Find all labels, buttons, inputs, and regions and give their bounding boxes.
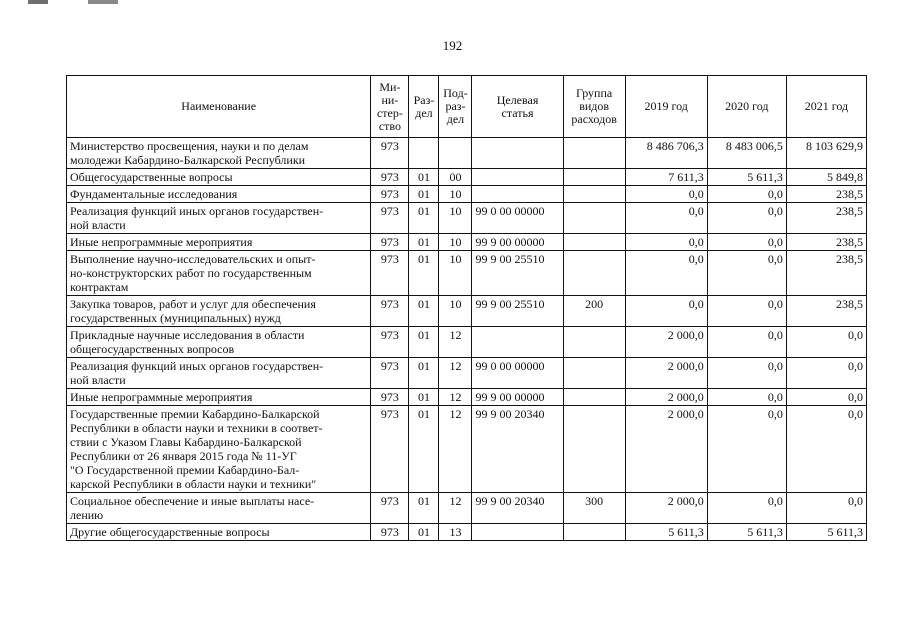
cell-2021: 0,0 — [786, 327, 866, 358]
cell-razdel: 01 — [409, 327, 439, 358]
table-row — [67, 296, 867, 327]
cell-2019: 2 000,0 — [625, 358, 707, 389]
cell-2020: 0,0 — [707, 327, 786, 358]
cell-ministry: 973 — [371, 493, 409, 524]
cell-name: Другие общегосударственные вопросы — [67, 524, 371, 541]
table-row — [67, 186, 867, 203]
header-ministry: Ми- ни- стер- ство — [371, 76, 409, 138]
cell-2021: 0,0 — [786, 389, 866, 406]
cell-target-article — [472, 186, 563, 203]
cell-2019: 7 611,3 — [625, 169, 707, 186]
cell-name: Государственные премии Кабардино-Балкарской Республики в области науки и техники в соответ- ствии с Указом Главы Кабардино-Балкарской Республики от 26 января 2015 года № 11-УГ "О Государственной премии Кабардино-Бал- карской Республики в области науки и техники" — [67, 406, 371, 493]
cell-2021: 5 849,8 — [786, 169, 866, 186]
cell-razdel: 01 — [409, 358, 439, 389]
cell-podrazdel: 00 — [439, 169, 472, 186]
cell-podrazdel: 12 — [439, 327, 472, 358]
cell-expense-group — [563, 251, 625, 296]
cell-name: Министерство просвещения, науки и по делам молодежи Кабардино-Балкарской Республики — [67, 138, 371, 169]
cell-expense-group: 300 — [563, 493, 625, 524]
cell-2020: 0,0 — [707, 234, 786, 251]
cell-2019: 8 486 706,3 — [625, 138, 707, 169]
cell-2020: 8 483 006,5 — [707, 138, 786, 169]
cell-podrazdel: 13 — [439, 524, 472, 541]
cell-target-article — [472, 138, 563, 169]
cell-2021: 238,5 — [786, 251, 866, 296]
table-header-row — [67, 76, 867, 138]
cell-expense-group — [563, 327, 625, 358]
table-row — [67, 524, 867, 541]
header-year-2021: 2021 год — [786, 76, 866, 138]
table-row — [67, 493, 867, 524]
cell-2020: 5 611,3 — [707, 169, 786, 186]
cell-2019: 2 000,0 — [625, 389, 707, 406]
cell-2020: 0,0 — [707, 296, 786, 327]
table-row — [67, 406, 867, 493]
cell-2019: 2 000,0 — [625, 406, 707, 493]
table-row — [67, 138, 867, 169]
cell-2021: 8 103 629,9 — [786, 138, 866, 169]
cell-target-article: 99 9 00 00000 — [472, 234, 563, 251]
cell-2020: 0,0 — [707, 493, 786, 524]
header-target-article: Целевая статья — [472, 76, 563, 138]
cell-podrazdel: 10 — [439, 234, 472, 251]
cell-name: Иные непрограммные мероприятия — [67, 389, 371, 406]
cell-name: Реализация функций иных органов государствен- ной власти — [67, 203, 371, 234]
cell-podrazdel: 12 — [439, 389, 472, 406]
cell-podrazdel: 10 — [439, 251, 472, 296]
table-row — [67, 234, 867, 251]
cell-ministry: 973 — [371, 169, 409, 186]
cell-target-article: 99 0 00 00000 — [472, 203, 563, 234]
cell-2019: 0,0 — [625, 234, 707, 251]
cell-ministry: 973 — [371, 389, 409, 406]
cell-2020: 5 611,3 — [707, 524, 786, 541]
cell-target-article — [472, 524, 563, 541]
scan-artifact — [28, 0, 118, 4]
cell-2021: 238,5 — [786, 186, 866, 203]
cell-name: Общегосударственные вопросы — [67, 169, 371, 186]
cell-2020: 0,0 — [707, 186, 786, 203]
cell-name: Социальное обеспечение и иные выплаты насе- лению — [67, 493, 371, 524]
cell-ministry: 973 — [371, 406, 409, 493]
cell-expense-group — [563, 138, 625, 169]
cell-2019: 5 611,3 — [625, 524, 707, 541]
cell-2020: 0,0 — [707, 251, 786, 296]
cell-2019: 0,0 — [625, 186, 707, 203]
cell-razdel: 01 — [409, 524, 439, 541]
cell-expense-group — [563, 234, 625, 251]
cell-2020: 0,0 — [707, 358, 786, 389]
table-row — [67, 169, 867, 186]
cell-ministry: 973 — [371, 186, 409, 203]
cell-podrazdel: 12 — [439, 358, 472, 389]
cell-name: Иные непрограммные мероприятия — [67, 234, 371, 251]
cell-2021: 238,5 — [786, 296, 866, 327]
cell-razdel — [409, 138, 439, 169]
page-number: 192 — [442, 38, 463, 53]
cell-podrazdel: 12 — [439, 493, 472, 524]
cell-ministry: 973 — [371, 524, 409, 541]
cell-ministry: 973 — [371, 203, 409, 234]
cell-ministry: 973 — [371, 138, 409, 169]
cell-2021: 0,0 — [786, 406, 866, 493]
cell-2020: 0,0 — [707, 389, 786, 406]
cell-2020: 0,0 — [707, 406, 786, 493]
cell-expense-group — [563, 169, 625, 186]
cell-name: Закупка товаров, работ и услуг для обеспечения государственных (муниципальных) нужд — [67, 296, 371, 327]
cell-expense-group — [563, 389, 625, 406]
cell-target-article: 99 9 00 00000 — [472, 389, 563, 406]
cell-name: Фундаментальные исследования — [67, 186, 371, 203]
cell-razdel: 01 — [409, 203, 439, 234]
cell-podrazdel — [439, 138, 472, 169]
cell-2021: 238,5 — [786, 203, 866, 234]
cell-2020: 0,0 — [707, 203, 786, 234]
cell-razdel: 01 — [409, 251, 439, 296]
table-row — [67, 203, 867, 234]
cell-razdel: 01 — [409, 493, 439, 524]
table-row — [67, 389, 867, 406]
cell-target-article: 99 9 00 20340 — [472, 493, 563, 524]
cell-podrazdel: 10 — [439, 203, 472, 234]
cell-name: Прикладные научные исследования в области общегосударственных вопросов — [67, 327, 371, 358]
cell-ministry: 973 — [371, 234, 409, 251]
cell-expense-group — [563, 203, 625, 234]
cell-2019: 2 000,0 — [625, 327, 707, 358]
header-expense-group: Группа видов расходов — [563, 76, 625, 138]
cell-razdel: 01 — [409, 234, 439, 251]
header-year-2020: 2020 год — [707, 76, 786, 138]
cell-name: Выполнение научно-исследовательских и опыт- но-конструкторских работ по государственным контрактам — [67, 251, 371, 296]
cell-expense-group: 200 — [563, 296, 625, 327]
cell-razdel: 01 — [409, 389, 439, 406]
cell-2021: 0,0 — [786, 358, 866, 389]
cell-ministry: 973 — [371, 358, 409, 389]
table-row — [67, 327, 867, 358]
cell-2019: 0,0 — [625, 203, 707, 234]
cell-expense-group — [563, 186, 625, 203]
table-body — [67, 138, 867, 541]
cell-target-article: 99 0 00 00000 — [472, 358, 563, 389]
budget-table — [66, 75, 867, 541]
cell-2021: 238,5 — [786, 234, 866, 251]
table-row — [67, 251, 867, 296]
cell-2019: 0,0 — [625, 296, 707, 327]
cell-target-article: 99 9 00 20340 — [472, 406, 563, 493]
cell-target-article — [472, 327, 563, 358]
header-name: Наименование — [67, 76, 371, 138]
cell-ministry: 973 — [371, 327, 409, 358]
cell-2019: 2 000,0 — [625, 493, 707, 524]
cell-podrazdel: 10 — [439, 296, 472, 327]
cell-expense-group — [563, 406, 625, 493]
cell-2021: 0,0 — [786, 493, 866, 524]
cell-expense-group — [563, 358, 625, 389]
cell-razdel: 01 — [409, 296, 439, 327]
cell-podrazdel: 12 — [439, 406, 472, 493]
cell-name: Реализация функций иных органов государствен- ной власти — [67, 358, 371, 389]
cell-target-article: 99 9 00 25510 — [472, 251, 563, 296]
cell-razdel: 01 — [409, 186, 439, 203]
cell-target-article: 99 9 00 25510 — [472, 296, 563, 327]
header-podrazdel: Под- раз- дел — [439, 76, 472, 138]
header-year-2019: 2019 год — [625, 76, 707, 138]
table-row — [67, 358, 867, 389]
cell-2019: 0,0 — [625, 251, 707, 296]
cell-razdel: 01 — [409, 406, 439, 493]
header-razdel: Раз- дел — [409, 76, 439, 138]
cell-razdel: 01 — [409, 169, 439, 186]
cell-2021: 5 611,3 — [786, 524, 866, 541]
cell-target-article — [472, 169, 563, 186]
cell-expense-group — [563, 524, 625, 541]
cell-ministry: 973 — [371, 296, 409, 327]
cell-ministry: 973 — [371, 251, 409, 296]
cell-podrazdel: 10 — [439, 186, 472, 203]
